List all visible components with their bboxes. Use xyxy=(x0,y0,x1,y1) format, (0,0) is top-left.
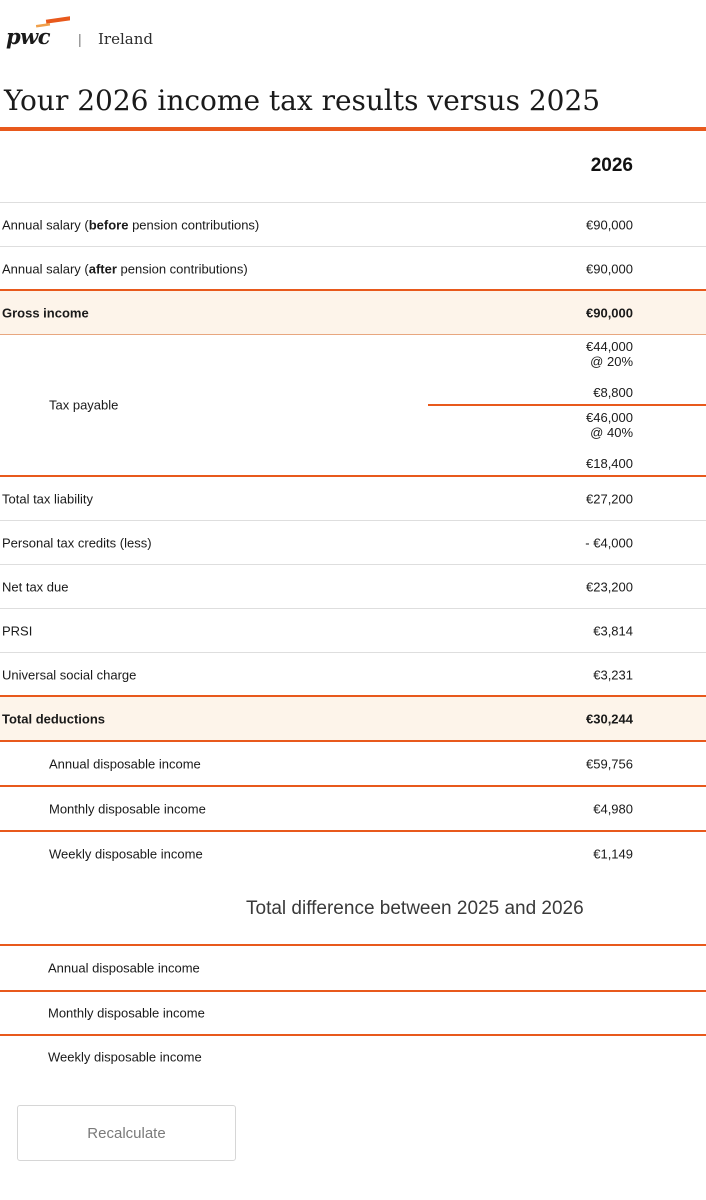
diff-weekly-label: Weekly disposable income xyxy=(48,1049,202,1065)
logo-text: pwc xyxy=(6,24,51,49)
band1-amount: €44,000 xyxy=(586,339,633,354)
net-tax-due-label: Net tax due xyxy=(2,579,69,594)
weekly-disposable-value: €1,149 xyxy=(593,846,633,861)
recalculate-button[interactable]: Recalculate xyxy=(17,1105,236,1161)
title-rule xyxy=(0,127,706,131)
table-row-gross-income xyxy=(0,291,706,334)
personal-tax-credits-value: - €4,000 xyxy=(585,535,633,550)
band2-amount: €46,000 xyxy=(586,410,633,425)
gross-income-value: €90,000 xyxy=(586,305,633,320)
table-row-prsi xyxy=(0,609,706,652)
salary-after-value: €90,000 xyxy=(586,261,633,276)
difference-title: Total difference between 2025 and 2026 xyxy=(246,898,584,919)
table-row-usc xyxy=(0,653,706,696)
band1-rate: @ 20% xyxy=(590,354,633,369)
diff-row-annual xyxy=(0,946,706,990)
table-row-total-tax-liability xyxy=(0,477,706,520)
monthly-disposable-value: €4,980 xyxy=(593,801,633,816)
net-tax-due-value: €23,200 xyxy=(586,579,633,594)
band2-rate: @ 40% xyxy=(590,425,633,440)
diff-row-monthly xyxy=(0,992,706,1034)
band1-tax: €8,800 xyxy=(593,385,633,400)
band-divider xyxy=(428,404,706,406)
tax-payable-label: Tax payable xyxy=(49,397,119,413)
header-separator: | xyxy=(78,31,82,47)
band2-tax: €18,400 xyxy=(586,456,633,471)
usc-value: €3,231 xyxy=(593,667,633,682)
table-row-net-tax-due xyxy=(0,565,706,608)
year-column-header: 2026 xyxy=(590,155,633,176)
pwc-logo[interactable] xyxy=(6,16,70,52)
prsi-label: PRSI xyxy=(2,623,33,638)
table-row-salary-after xyxy=(0,247,706,290)
table-row-weekly-disposable xyxy=(0,832,706,875)
monthly-disposable-label: Monthly disposable income xyxy=(49,801,206,816)
salary-before-label: Annual salary (before pension contributions) xyxy=(2,217,260,232)
prsi-value: €3,814 xyxy=(593,623,633,638)
table-row-monthly-disposable xyxy=(0,787,706,830)
page-title: Your 2026 income tax results versus 2025 xyxy=(4,84,601,117)
personal-tax-credits-label: Personal tax credits (less) xyxy=(2,535,152,550)
diff-row-weekly xyxy=(0,1036,706,1078)
annual-disposable-label: Annual disposable income xyxy=(49,756,201,771)
total-tax-liability-label: Total tax liability xyxy=(2,491,94,506)
region-label[interactable]: Ireland xyxy=(98,30,153,48)
table-row-total-deductions xyxy=(0,697,706,740)
diff-annual-label: Annual disposable income xyxy=(48,960,200,976)
weekly-disposable-label: Weekly disposable income xyxy=(49,846,203,861)
gross-income-label: Gross income xyxy=(2,305,89,320)
salary-before-value: €90,000 xyxy=(586,217,633,232)
salary-after-label: Annual salary (after pension contributions) xyxy=(2,261,248,276)
total-deductions-value: €30,244 xyxy=(586,711,633,726)
table-row-personal-tax-credits xyxy=(0,521,706,564)
table-row-annual-disposable xyxy=(0,742,706,785)
total-tax-liability-value: €27,200 xyxy=(586,491,633,506)
usc-label: Universal social charge xyxy=(2,667,137,682)
table-row-salary-before xyxy=(0,203,706,246)
total-deductions-label: Total deductions xyxy=(2,711,106,726)
site-header xyxy=(0,0,706,70)
diff-monthly-label: Monthly disposable income xyxy=(48,1005,205,1021)
annual-disposable-value: €59,756 xyxy=(586,756,633,771)
